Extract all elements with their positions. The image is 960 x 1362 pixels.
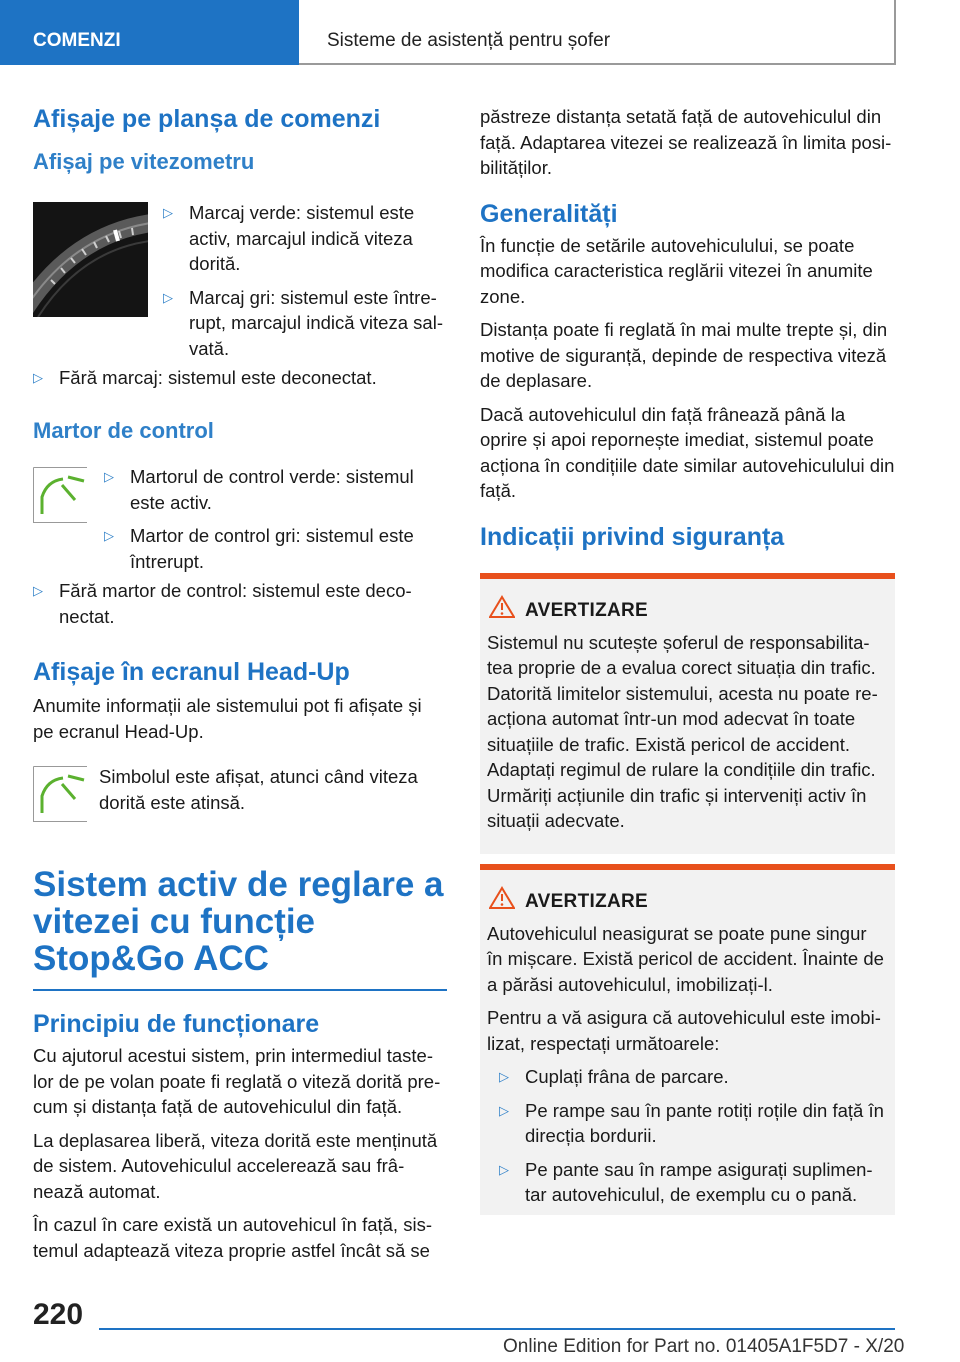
warning-title: AVERTIZARE — [525, 600, 648, 621]
chapter-title: Sisteme de asistență pentru șofer — [311, 0, 896, 65]
page-number: 220 — [33, 1298, 84, 1331]
triangle-bullet-icon: ▷ — [104, 528, 114, 543]
speedo-bullets — [163, 200, 448, 369]
triangle-bullet-icon: ▷ — [33, 370, 43, 385]
headup-symbol-icon — [33, 766, 88, 822]
headup-symbol-text — [99, 764, 447, 823]
list-item: ▷ Pe pante sau în rampe asigurați suplimentar autovehiculul, de exemplu cu o pană. — [499, 1158, 873, 1205]
heading-headup: Afișaje în ecranul Head-Up — [33, 658, 350, 686]
acc-section — [33, 866, 447, 1271]
left-column — [33, 104, 447, 184]
list-item: ▷ Marcaj gri: sistemul este întrerupt, marcajul indică viteza salvată. — [163, 286, 443, 359]
speedometer-image — [33, 202, 148, 317]
triangle-bullet-icon: ▷ — [163, 289, 173, 305]
paragraph: Distanța poate fi reglată în mai multe trepte și, din motive de siguranță, depinde de respectiva viteză de deplasare. — [480, 319, 888, 391]
paragraph: Cu ajutorul acestui sistem, prin intermediul tastelor de pe volan poate fi reglată o viteză dorită precum și distanța față de autovehiculul din față. — [33, 1045, 441, 1117]
paragraph: păstreze distanța setată față de autovehiculul din față. Adaptarea vitezei se realizează în limita posibilităților. — [480, 106, 892, 178]
triangle-bullet-icon: ▷ — [499, 1069, 509, 1084]
warning-box — [480, 573, 895, 854]
heading-speedo: Afișaj pe vitezometru — [33, 149, 255, 174]
warning-triangle-icon — [489, 886, 515, 910]
warning-triangle-icon — [489, 595, 515, 619]
section-rule — [33, 989, 447, 991]
warning-text: Pentru a vă asigura că autovehiculul este imobilizat, respectați următoarele: — [487, 1007, 881, 1054]
triangle-bullet-icon: ▷ — [499, 1102, 509, 1118]
headup-symbol-desc: Simbolul este afișat, atunci când viteza dorită este atinsă. — [99, 766, 418, 813]
heading-general: Generalități — [480, 199, 618, 228]
paragraph: Dacă autovehiculul din față frânează până la oprire și apoi repornește imediat, sistemul poate acționa în condițiile date similar autovehiculului din față. — [480, 403, 895, 501]
heading-safety: Indicații privind siguranța — [480, 522, 785, 551]
headup-text: Anumite informații ale sistemului pot fi afișate și pe ecranul Head-Up. — [33, 695, 422, 742]
speedo-no-mark-block — [33, 365, 447, 445]
list-item: ▷ Fără martor de control: sistemul este deconectat. — [33, 580, 412, 627]
paragraph: În cazul în care există un autovehicul în față, sistemul adaptează viteza proprie astfel încât să se — [33, 1214, 432, 1261]
heading-displays: Afișaje pe planșa de comenzi — [33, 105, 381, 133]
list-item: ▷ Martor de control gri: sistemul este întrerupt. — [104, 525, 414, 572]
warning-box — [480, 864, 895, 1215]
warning-text: Autovehiculul neasigurat se poate pune singur în mișcare. Există pericol de accident. Înainte de a părăsi autovehiculul, imobilizați-l. — [487, 922, 884, 995]
list-item: ▷ Martorul de control verde: sistemul este activ. — [104, 466, 414, 513]
triangle-bullet-icon: ▷ — [499, 1161, 509, 1177]
warning-text: Sistemul nu scutește șoferul de responsabilitatea proprie de a evalua corect situația din trafic. Datorită limitelor sistemului, acesta nu poate reacționa automat într-un mod adecvat în toate situațiile de trafic. Există pericol de accident. Adaptați regimul de rulare la condițiile din trafic. Urmăriți acțiunile din trafic și interveniți activ în situații adecvate. — [487, 631, 878, 831]
paragraph: La deplasarea liberă, viteza dorită este menținută de sistem. Autovehiculul accelerează sau frânează automat. — [33, 1129, 438, 1202]
control-bullets — [104, 464, 448, 582]
list-item: ▷ Fără marcaj: sistemul este deconectat. — [33, 365, 447, 391]
list-item: ▷ Marcaj verde: sistemul este activ, marcajul indică viteza dorită. — [163, 202, 415, 274]
header-divider — [299, 63, 311, 65]
control-none-block — [33, 578, 447, 752]
footer-rule — [99, 1328, 895, 1330]
list-item: ▷ Cuplați frâna de parcare. — [499, 1064, 887, 1090]
heading-acc: Sistem activ de reglare a vitezei cu funcție Stop&Go ACC — [33, 865, 444, 978]
list-item: ▷ Pe rampe sau în pante rotiți roțile din față în direcția bordurii. — [499, 1099, 884, 1146]
triangle-bullet-icon: ▷ — [163, 205, 173, 220]
section-tab: COMENZI — [0, 0, 299, 65]
acc-indicator-icon — [33, 467, 88, 523]
edition-note: Online Edition for Part no. 01405A1F5D7 - X/20 — [503, 1336, 905, 1357]
right-column — [480, 104, 895, 552]
heading-principle: Principiu de funcționare — [33, 1010, 320, 1038]
triangle-bullet-icon: ▷ — [104, 469, 114, 484]
paragraph: În funcție de setările autovehiculului, se poate modifica caracteristica reglării vitezei în anumite zone. — [480, 234, 873, 307]
heading-control-light: Martor de control — [33, 417, 214, 443]
triangle-bullet-icon: ▷ — [33, 583, 43, 598]
warning-title: AVERTIZARE — [525, 891, 648, 912]
